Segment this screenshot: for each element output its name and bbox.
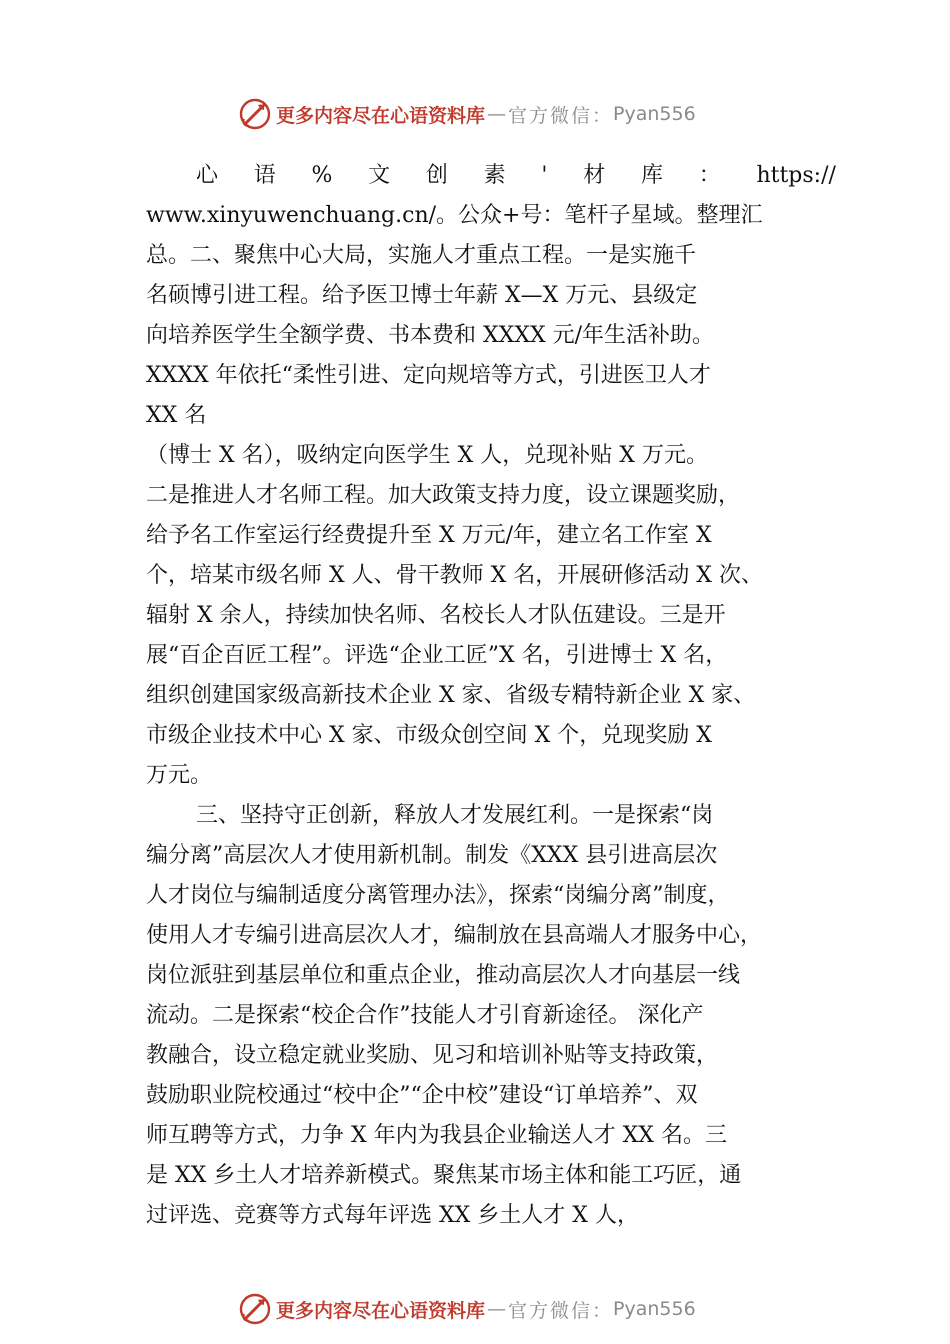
first-line-glyph: 心 (196, 163, 219, 188)
banner-wechat-label: 官方微信： (508, 1299, 614, 1322)
text-line: XXXX 年依托“柔性引进、定向规培等方式，引进医卫人才 (146, 363, 711, 388)
banner-dash: — (487, 103, 507, 125)
text-line: 万元。 (146, 763, 213, 788)
text-line: 名硕博引进工程。给予医卫博士年薪 X—X 万元、县级定 (146, 283, 698, 308)
first-line (146, 156, 836, 196)
banner-wechat-label: 官方微信： (508, 104, 614, 127)
first-line-glyph: 创 (425, 163, 448, 188)
header-watermark-banner (238, 97, 758, 131)
text-line: 辐射 X 余人，持续加快名师、名校长人才队伍建设。三是开 (146, 603, 726, 628)
first-line-glyph: 材 (583, 163, 606, 188)
document-body (146, 156, 836, 1236)
text-line: 二是推进人才名师工程。加大政策支持力度，设立课题奖励， (146, 483, 741, 508)
first-line-glyph: 素 (483, 163, 506, 188)
text-line: 个，培某市级名师 X 人、骨干教师 X 名，开展研修活动 X 次、 (146, 563, 763, 588)
first-line-glyph: ： (698, 163, 721, 188)
text-line: www.xinyuwenchuang.cn/。公众+号：笔杆子星域。整理汇 (146, 203, 763, 228)
quill-seal-logo-icon (238, 1292, 272, 1326)
text-line: 是 XX 乡土人才培养新模式。聚焦某市场主体和能工巧匠，通 (146, 1163, 742, 1188)
first-line-glyph: 文 (368, 163, 391, 188)
first-line-glyph: 库 (640, 163, 663, 188)
text-line: 组织创建国家级高新技术企业 X 家、省级专精特新企业 X 家、 (146, 683, 756, 708)
footer-watermark-banner (238, 1292, 758, 1326)
text-line: 过评选、竞赛等方式每年评选 XX 乡土人才 X 人， (146, 1203, 639, 1228)
text-line: 教融合，设立稳定就业奖励、见习和培训补贴等支持政策， (146, 1043, 719, 1068)
banner-wechat-handle: Pyan556 (613, 103, 696, 125)
first-line-glyph: https:// (756, 163, 836, 188)
paragraph-start-line: 三、坚持守正创新，释放人才发展红利。一是探索“岗 (196, 803, 714, 828)
text-line: （博士 X 名），吸纳定向医学生 X 人，兑现补贴 X 万元。 (146, 443, 708, 468)
text-line: 总。二、聚焦中心大局，实施人才重点工程。一是实施千 (146, 243, 697, 268)
text-line: 岗位派驻到基层单位和重点企业，推动高层次人才向基层一线 (146, 963, 741, 988)
quill-seal-logo-icon (238, 97, 272, 131)
text-line: 市级企业技术中心 X 家、市级众创空间 X 个，兑现奖励 X (146, 723, 712, 748)
text-line: 鼓励职业院校通过“校中企”“企中校”建设“订单培养”、双 (146, 1083, 698, 1108)
banner-wechat-handle: Pyan556 (613, 1298, 696, 1320)
text-line: 使用人才专编引进高层次人才，编制放在县高端人才服务中心， (146, 923, 763, 948)
text-line: 师互聘等方式，力争 X 年内为我县企业输送人才 XX 名。三 (146, 1123, 727, 1148)
banner-site-name: 更多内容尽在心语资料库 (276, 1299, 486, 1322)
banner-dash: — (487, 1298, 507, 1320)
text-line: 向培养医学生全额学费、书本费和 XXXX 元/年生活补助。 (146, 323, 715, 348)
first-line-glyph: 语 (253, 163, 276, 188)
first-line-glyph: ' (541, 163, 548, 188)
text-line: 流动。二是探索“校企合作”技能人才引育新途径。 深化产 (146, 1003, 704, 1028)
text-line: 人才岗位与编制适度分离管理办法》，探索“岗编分离”制度， (146, 883, 730, 908)
text-line: XX 名 (146, 403, 207, 428)
first-line-glyph: % (311, 163, 333, 188)
text-line: 编分离”高层次人才使用新机制。制发《XXX 县引进高层次 (146, 843, 718, 868)
banner-site-name: 更多内容尽在心语资料库 (276, 104, 486, 127)
text-line: 给予名工作室运行经费提升至 X 万元/年，建立名工作室 X (146, 523, 712, 548)
text-line: 展“百企百匠工程”。评选“企业工匠”X 名，引进博士 X 名， (146, 643, 728, 668)
